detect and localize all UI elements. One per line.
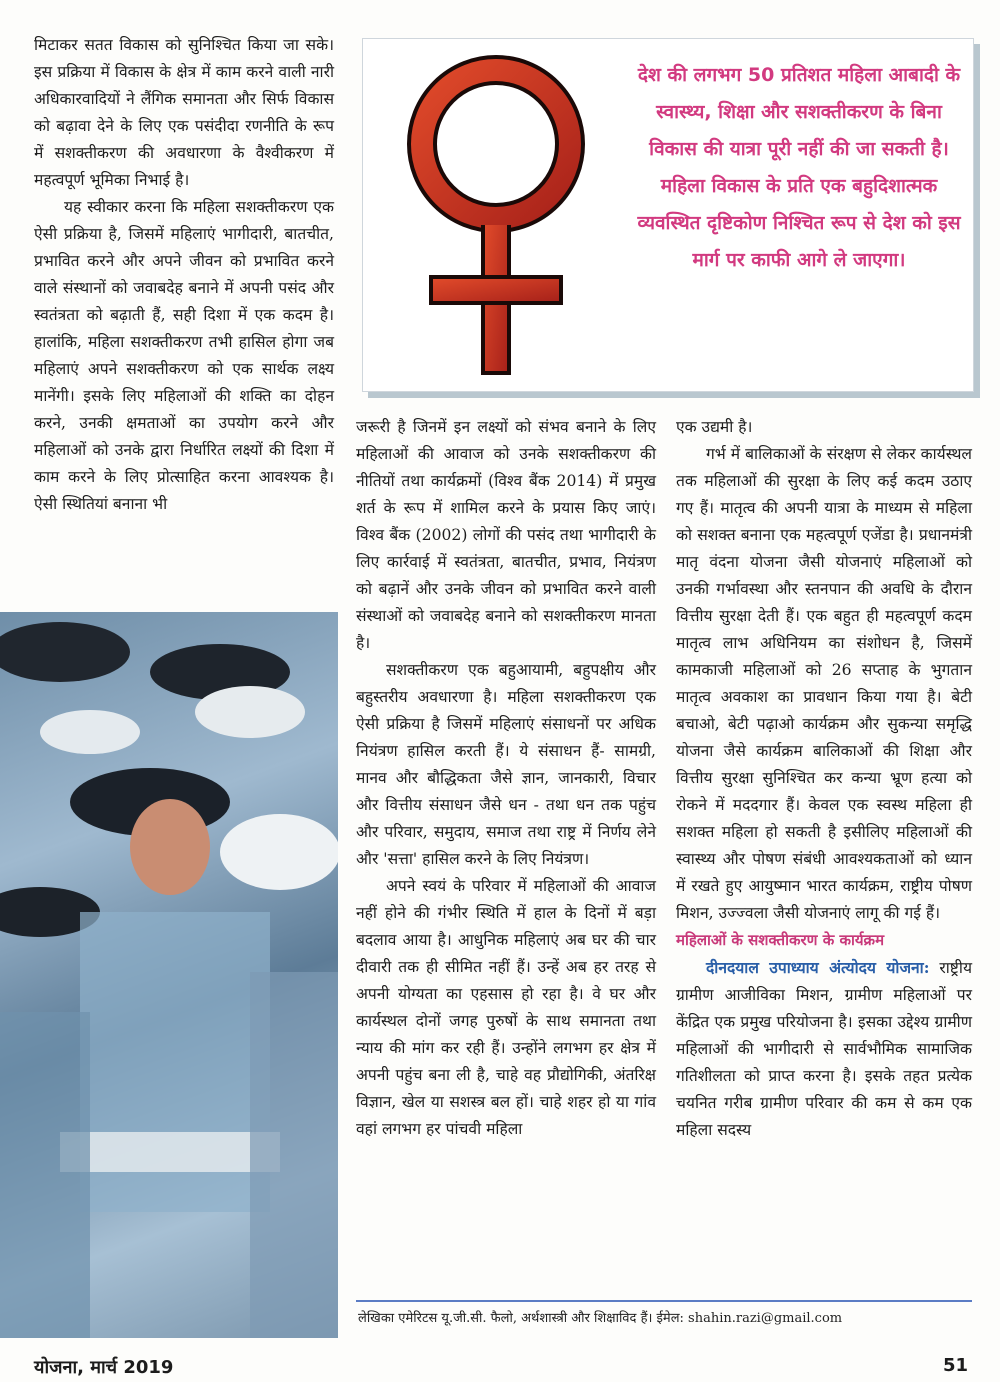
photo-women-officers-parade [0, 612, 338, 1338]
section-heading: महिलाओं के सशक्तीकरण के कार्यक्रम [676, 931, 885, 949]
column-1 [34, 32, 334, 518]
callout-box [362, 38, 974, 392]
magazine-footer: योजना, मार्च 2019 [34, 1357, 174, 1378]
paragraph-text: राष्ट्रीय ग्रामीण आजीविका मिशन, ग्रामीण महिलाओं पर केंद्रित एक प्रमुख परियोजना है। इसका उद्देश्य ग्रामीण महिलाओं की भागीदारी से सार्वभौमिक सामाजिक गतिशीलता को प्राप्त करना है। इसके तहत प्रत्येक चयनित गरीब ग्रामीण परिवार की कम से कम एक महिला सदस्य [676, 959, 972, 1139]
page-number: 51 [942, 1355, 968, 1376]
paragraph: यह स्वीकार करना कि महिला सशक्तीकरण एक ऐसी प्रक्रिया है, जिसमें महिलाएं भागीदारी, बातचीत, प्रभावित करने और अपने जीवन को प्रभावित करने वाले संस्थानों को जवाबदेह बनाने में अपनी पसंद और स्वतंत्रता को बढ़ाती हैं, सही दिशा में एक कदम है। हालांकि, महिला सशक्तीकरण तभी हासिल होगा जब महिलाएं अपने सशक्तीकरण को एक सार्थक लक्ष्य मानेंगी। इसके लिए महिलाओं की शक्ति का दोहन करने, उनकी क्षमताओं का उपयोग करने और महिलाओं को उनके द्वारा निर्धारित लक्ष्यों की दिशा में काम करने के लिए प्रोत्साहित करना आवश्यक है। ऐसी स्थितियां बनाना भी [34, 198, 334, 513]
paragraph: सशक्तीकरण एक बहुआयामी, बहुपक्षीय और बहुस्तरीय अवधारणा है। महिला सशक्तीकरण एक ऐसी प्रक्रिया है जिसमें महिलाएं संसाधनों पर अधिक नियंत्रण हासिल करती हैं। ये संसाधन हैं- सामग्री, मानव और बौद्धिकता जैसे ज्ञान, जानकारी, विचार और वित्तीय संसाधन जैसे धन - तथा धन तक पहुंच और परिवार, समुदाय, समाज तथा राष्ट्र में निर्णय लेने और 'सत्ता' हासिल करने के लिए नियंत्रण। [356, 661, 656, 868]
column-2 [356, 414, 656, 1143]
footnote-divider [356, 1300, 972, 1302]
paragraph: एक उद्यमी है। [676, 418, 753, 436]
callout-quote: देश की लगभग 50 प्रतिशत महिला आबादी के स्वास्थ्य, शिक्षा और सशक्तीकरण के बिना विकास की यात्रा पूरी नहीं की जा सकती है। महिला विकास के प्रति एक बहुदिशात्मक व्यवस्थित दृष्टिकोण निश्चित रूप से देश को इस मार्ग पर काफी आगे ले जाएगा। [637, 64, 961, 271]
column-3 [676, 414, 972, 1144]
paragraph: जरूरी है जिनमें इन लक्ष्यों को संभव बनाने के लिए महिलाओं की आवाज को उनके सशक्तीकरण की नीतियों तथा कार्यक्रमों (विश्व बैंक 2014) में प्रमुख शर्त के रूप में शामिल करने के प्रयास किए जाएं। विश्व बैंक (2002) लोगों की पसंद तथा भागीदारी के लिए कार्रवाई में स्वतंत्रता, बातचीत, प्रभाव, नियंत्रण को बढ़ानें और उनके जीवन को प्रभावित करने वाली संस्थाओं को जवाबदेह बनाने को सशक्तीकरण मानता है। [356, 418, 656, 652]
paragraph: मिटाकर सतत विकास को सुनिश्चित किया जा सके। इस प्रक्रिया में विकास के क्षेत्र में काम करने वाली नारी अधिकारवादियों ने लैंगिक समानता और सिर्फ विकास को बढ़ावा देने के लिए एक पसंदीदा रणनीति के रूप में सशक्तीकरण की अवधारणा के वैश्वीकरण में महत्वपूर्ण भूमिका निभाई है। [34, 36, 334, 189]
subheading: दीनदयाल उपाध्याय अंत्योदय योजना: [706, 958, 930, 977]
paragraph: गर्भ में बालिकाओं के संरक्षण से लेकर कार्यस्थल तक महिलाओं की सुरक्षा के लिए कई कदम उठाए गए हैं। मातृत्व की अपनी यात्रा के माध्यम से महिला को सशक्त बनाना एक महत्वपूर्ण एजेंडा है। प्रधानमंत्री मातृ वंदना योजना जैसी योजनाएं महिलाओं को उनकी गर्भावस्था और स्तनपान की अवधि के दौरान वित्तीय सुरक्षा देती हैं। एक बहुत ही महत्वपूर्ण कदम मातृत्व लाभ अधिनियम का संशोधन है, जिसमें कामकाजी महिलाओं को 26 सप्ताह के भुगतान मातृत्व अवकाश का प्रावधान किया गया है। बेटी बचाओ, बेटी पढ़ाओ कार्यक्रम और सुकन्या समृद्धि योजना जैसे कार्यक्रम बालिकाओं की शिक्षा और वित्तीय सुरक्षा सुनिश्चित कर कन्या भ्रूण हत्या को रोकने में मददगार हैं। केवल एक स्वस्थ महिला ही सशक्त महिला हो सकती है इसीलिए महिलाओं की स्वास्थ्य और पोषण संबंधी आवश्यकताओं को ध्यान में रखते हुए आयुष्मान भारत कार्यक्रम, राष्ट्रीय पोषण मिशन, उज्ज्वला जैसी योजनाएं लागू की गई हैं। [676, 445, 972, 922]
paragraph: अपने स्वयं के परिवार में महिलाओं की आवाज नहीं होने की गंभीर स्थिति में हाल के दिनों में बड़ा बदलाव आया है। आधुनिक महिलाएं अब घर की चार दीवारी तक ही सीमित नहीं हैं। उन्हें अब हर तरह से अपनी योग्यता का एहसास हो रहा है। वे घर और कार्यस्थल दोनों जगह पुरुषों के साथ समानता तथा न्याय की मांग कर रही हैं। उन्होंने लगभग हर क्षेत्र में अपनी पहुंच बना ली है, चाहे वह प्रौद्योगिकी, अंतरिक्ष विज्ञान, खेल या सशस्त्र बल हों। चाहे शहर हो या गांव वहां लगभग हर पांचवी महिला [356, 877, 656, 1138]
female-symbol-icon [401, 49, 591, 379]
paragraph [676, 954, 972, 1144]
author-footnote: लेखिका एमेरिटस यू.जी.सी. फैलो, अर्थशास्त्री और शिक्षाविद हैं। ईमेल: shahin.razi@gmail.com [358, 1311, 843, 1326]
photo-illustration [0, 612, 338, 1338]
